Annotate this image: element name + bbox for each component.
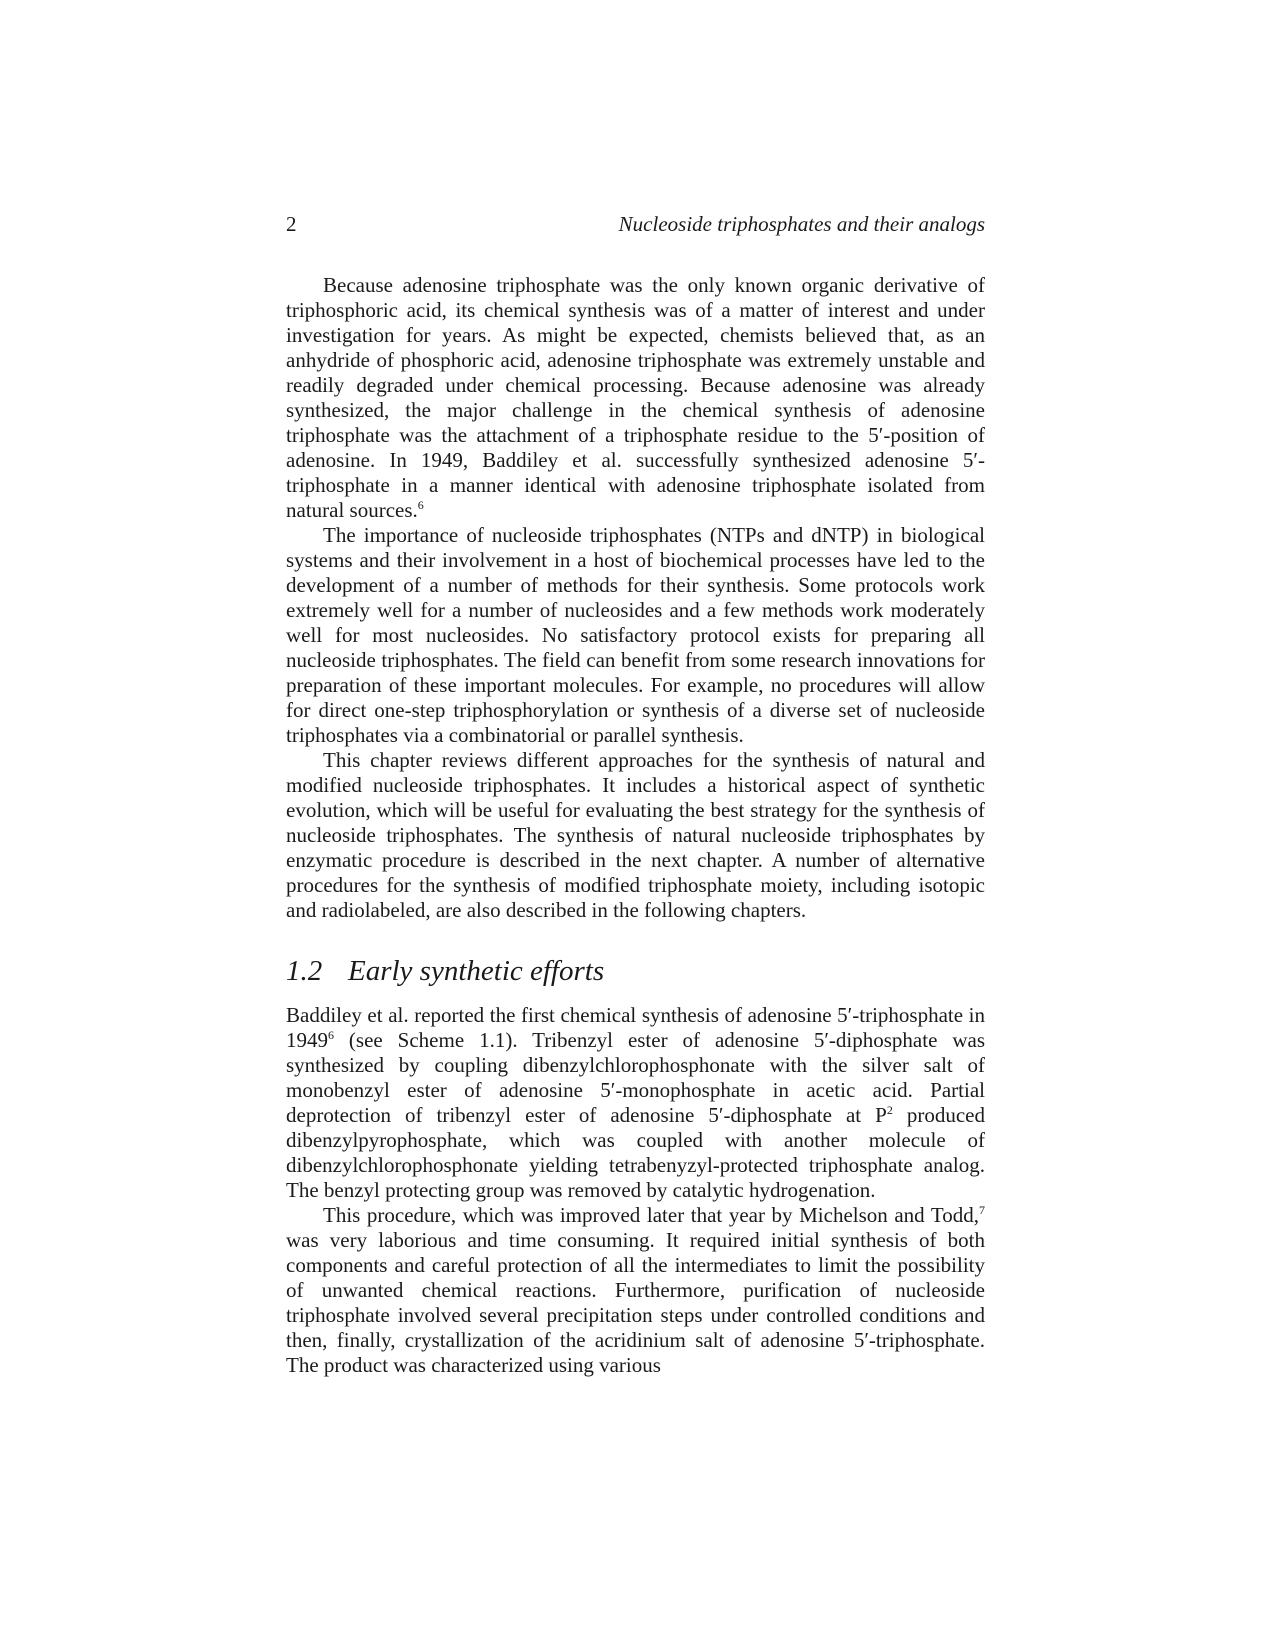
body-paragraph — [286, 748, 985, 923]
body-paragraph — [286, 1203, 985, 1378]
citation-superscript: 6 — [328, 1028, 334, 1042]
paragraph-text: was very laborious and time consuming. It required initial synthesis of both components and careful protection of all the intermediates to limit the possibility of unwanted chemical reactions. Furthermore, purification of nucleoside triphosphate involved several precipitation steps under controlled conditions and then, finally, crystallization of the acridinium salt of adenosine 5′-triphosphate. The product was characterized using various — [286, 1228, 985, 1377]
page-number: 2 — [286, 212, 297, 236]
citation-superscript: 7 — [979, 1203, 985, 1217]
superscript: 2 — [886, 1103, 893, 1117]
section-title: Early synthetic efforts — [348, 955, 605, 987]
paragraph-text: The importance of nucleoside triphosphates (NTPs and dNTP) in biological systems and their involvement in a host of biochemical processes have led to the development of a number of methods for their synthesis. Some protocols work extremely well for a number of nucleosides and a few methods work moderately well for most nucleosides. No satisfactory protocol exists for preparing all nucleoside triphosphates. The field can benefit from some research innovations for preparation of these important molecules. For example, no procedures will allow for direct one-step triphosphorylation or synthesis of a diverse set of nucleoside triphosphates via a combinatorial or parallel synthesis. — [286, 523, 985, 747]
section-number: 1.2 — [286, 955, 323, 987]
page-body — [286, 273, 985, 1378]
paragraph-text: Because adenosine triphosphate was the only known organic derivative of triphosphoric acid, its chemical synthesis was of a matter of interest and under investigation for years. As might be expected, chemists believed that, as an anhydride of phosphoric acid, adenosine triphosphate was extremely unstable and readily degraded under chemical processing. Because adenosine was already synthesized, the major challenge in the chemical synthesis of adenosine triphosphate was the attachment of a triphosphate residue to the 5′-position of adenosine. In 1949, Baddiley et al. successfully synthesized adenosine 5′-triphosphate in a manner identical with adenosine triphosphate isolated from natural sources. — [286, 273, 985, 522]
paragraph-text: produced dibenzylpyrophosphate, which was coupled with another molecule of dibenzylchlorophosphonate yielding tetrabenyzyl-protected triphosphate analog. The benzyl protecting group was removed by catalytic hydrogenation. — [286, 1103, 985, 1202]
paragraph-text: This chapter reviews different approaches for the synthesis of natural and modified nucleoside triphosphates. It includes a historical aspect of synthetic evolution, which will be useful for evaluating the best strategy for the synthesis of nucleoside triphosphates. The synthesis of natural nucleoside triphosphates by enzymatic procedure is described in the next chapter. A number of alternative procedures for the synthesis of modified triphosphate moiety, including isotopic and radiolabeled, are also described in the following chapters. — [286, 748, 985, 922]
paragraph-text: Baddiley et al. reported the first chemical synthesis of adenosine 5′-triphosphate in 1949 — [286, 1003, 985, 1052]
page-header — [286, 212, 985, 240]
section-heading — [286, 953, 985, 989]
body-paragraph — [286, 273, 985, 523]
body-paragraph — [286, 1003, 985, 1203]
running-title: Nucleoside triphosphates and their analogs — [618, 212, 985, 236]
paragraph-text: (see Scheme 1.1). Tribenzyl ester of adenosine 5′-diphosphate was synthesized by coupling dibenzylchlorophosphonate with the silver salt of monobenzyl ester of adenosine 5′-monophosphate in acetic acid. Partial deprotection of tribenzyl ester of adenosine 5′-diphosphate at P — [286, 1028, 985, 1127]
citation-superscript: 6 — [417, 498, 424, 512]
paragraph-text: This procedure, which was improved later that year by Michelson and Todd, — [323, 1203, 979, 1227]
body-paragraph — [286, 523, 985, 748]
